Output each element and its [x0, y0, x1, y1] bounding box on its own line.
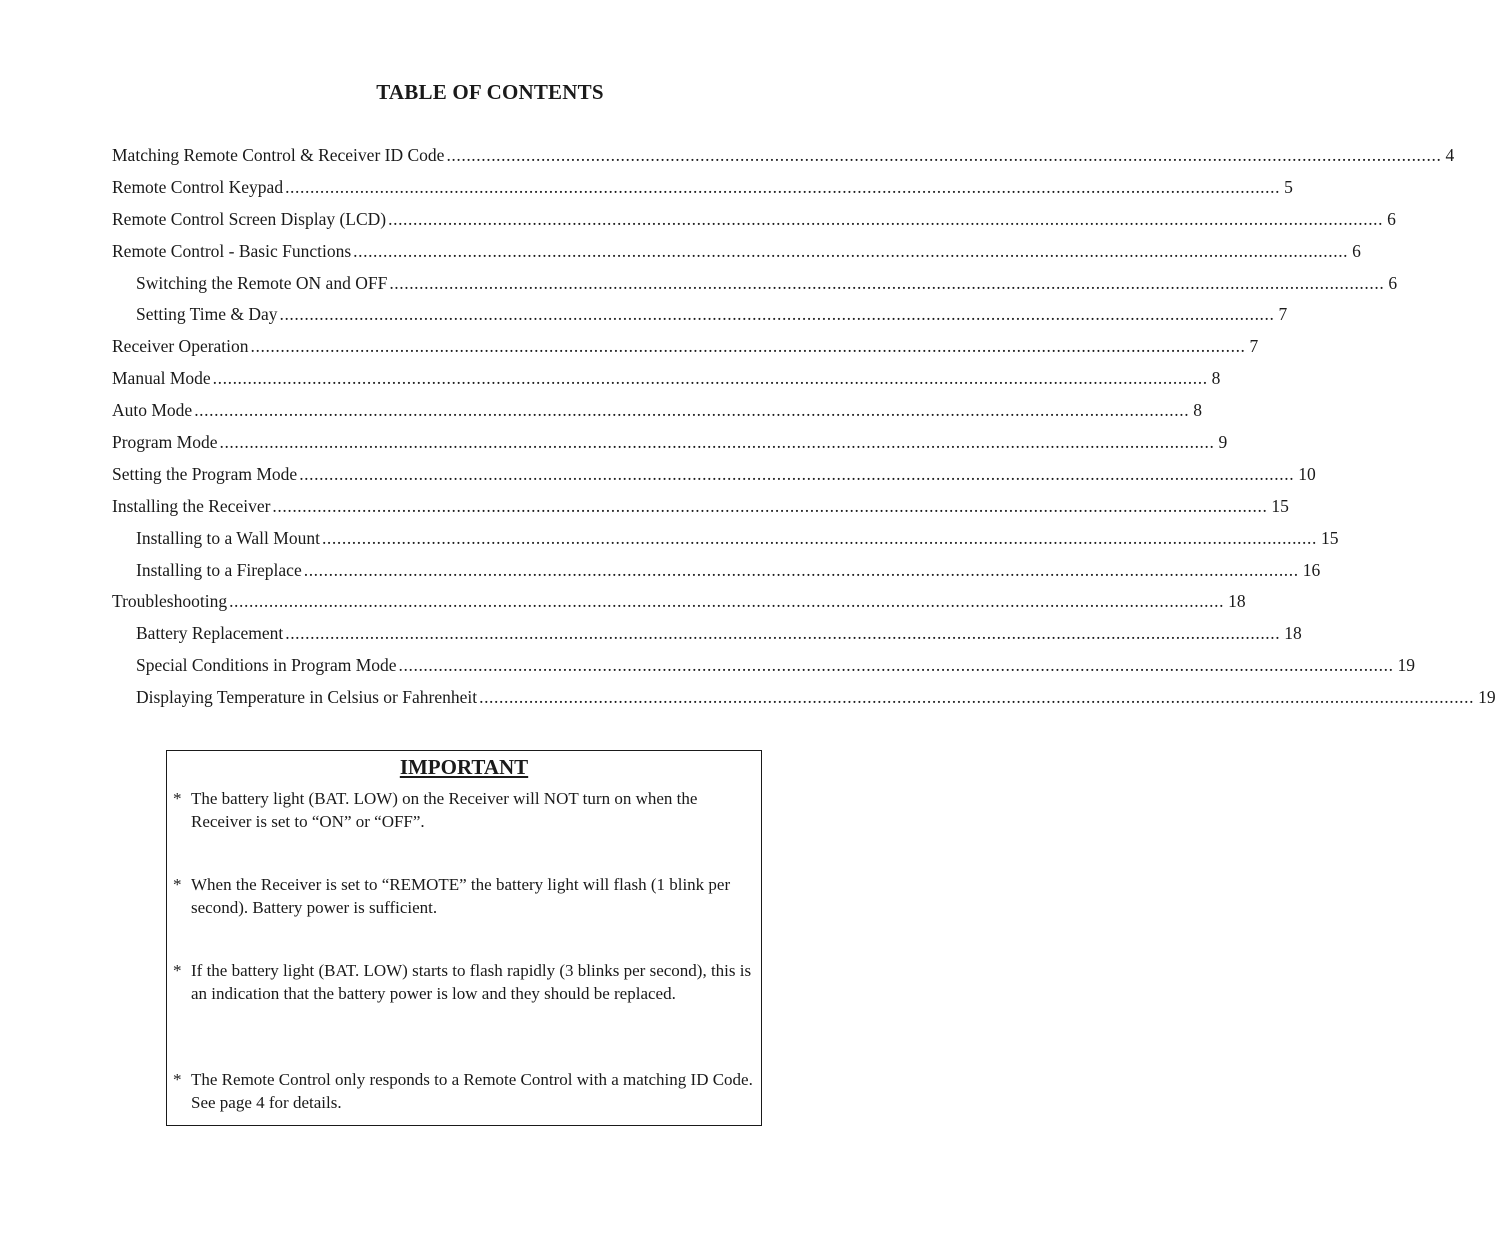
toc-entry-label: Troubleshooting	[112, 591, 228, 612]
toc-subentry[interactable]	[112, 523, 1339, 555]
toc-entry-label: Installing the Receiver	[112, 495, 271, 516]
toc-entry-page: 6	[1352, 240, 1361, 261]
toc-leader-dots: ........................................................................................................................................................................................................	[303, 559, 1299, 580]
bullet-asterisk: *	[173, 1070, 182, 1089]
toc-leader-dots: ........................................................................................................................................................................................................	[194, 400, 1190, 421]
toc-entry-page: 8	[1193, 400, 1202, 421]
toc-entry[interactable]	[112, 363, 1221, 395]
toc-entry[interactable]	[112, 331, 1259, 363]
toc-leader-dots: ........................................................................................................................................................................................................	[212, 368, 1208, 389]
toc-entry[interactable]	[112, 491, 1289, 523]
toc-leader-dots: ........................................................................................................................................................................................................	[446, 145, 1442, 165]
toc-entry-page: 6	[1387, 208, 1396, 229]
toc-entry-page: 15	[1271, 495, 1289, 516]
toc-entry-label: Remote Control Screen Display (LCD)	[112, 208, 387, 229]
toc-entry-label: Manual Mode	[112, 368, 211, 389]
bullet-asterisk: *	[173, 961, 182, 980]
toc-subentry[interactable]	[112, 555, 1321, 587]
toc-leader-dots: ........................................................................................................................................................................................................	[229, 591, 1225, 612]
toc-entry-page: 15	[1320, 527, 1339, 548]
toc-entry-label: Installing to a Wall Mount	[136, 527, 320, 548]
toc-entry-page: 18	[1228, 591, 1246, 612]
toc-entry[interactable]	[112, 459, 1316, 491]
toc-entry-label: Setting Time & Day	[136, 304, 278, 325]
toc-entry-page: 10	[1298, 463, 1316, 484]
toc-entry-label: Remote Control Keypad	[112, 176, 284, 197]
toc-leader-dots: ........................................................................................................................................................................................................	[389, 272, 1385, 293]
toc-entry[interactable]	[112, 427, 1228, 459]
important-note	[173, 873, 757, 919]
toc-entry[interactable]	[112, 395, 1202, 427]
toc-leader-dots: ........................................................................................................................................................................................................	[388, 208, 1384, 229]
toc-entry-label: Matching Remote Control & Receiver ID Code	[112, 145, 445, 165]
toc-subentry[interactable]	[112, 682, 1496, 714]
toc-leader-dots: ........................................................................................................................................................................................................	[353, 240, 1349, 261]
toc-list	[112, 140, 1496, 714]
toc-entry[interactable]	[112, 140, 1455, 172]
toc-leader-dots: ........................................................................................................................................................................................................	[272, 495, 1268, 516]
toc-entry-label: Special Conditions in Program Mode	[136, 655, 397, 676]
toc-leader-dots: ........................................................................................................................................................................................................	[479, 687, 1475, 708]
toc-entry-label: Program Mode	[112, 432, 218, 453]
toc-entry-page: 18	[1284, 623, 1302, 644]
toc-subentry[interactable]	[112, 618, 1302, 650]
important-note	[173, 787, 757, 833]
toc-entry-page: 4	[1445, 145, 1455, 165]
toc-entry[interactable]	[112, 586, 1246, 618]
toc-entry-label: Battery Replacement	[136, 623, 284, 644]
toc-entry-page: 16	[1302, 559, 1321, 580]
toc-entry-label: Setting the Program Mode	[112, 463, 298, 484]
bullet-asterisk: *	[173, 789, 182, 808]
toc-subentry[interactable]	[112, 650, 1416, 682]
toc-entry-label: Displaying Temperature in Celsius or Fahrenheit	[136, 687, 478, 708]
important-note	[173, 1068, 757, 1114]
important-notice-box	[166, 750, 762, 1126]
toc-entry-page: 5	[1284, 176, 1293, 197]
toc-entry-page: 7	[1249, 336, 1259, 357]
important-note	[173, 959, 757, 1005]
toc-entry-label: Remote Control - Basic Functions	[112, 240, 352, 261]
toc-entry-label: Switching the Remote ON and OFF	[136, 272, 388, 293]
toc-title: TABLE OF CONTENTS	[376, 80, 604, 104]
toc-leader-dots: ........................................................................................................................................................................................................	[321, 527, 1317, 548]
note-text: When the Receiver is set to “REMOTE” the battery light will flash (1 blink per second). Battery power is sufficient.	[191, 875, 731, 917]
toc-entry-label: Auto Mode	[112, 400, 193, 421]
bullet-asterisk: *	[173, 875, 182, 894]
toc-entry-page: 9	[1218, 432, 1228, 453]
note-text: If the battery light (BAT. LOW) starts to flash rapidly (3 blinks per second), this is an indication that the battery power is low and they should be replaced.	[191, 961, 752, 1003]
toc-entry-page: 8	[1211, 368, 1221, 389]
toc-entry-label: Receiver Operation	[112, 336, 249, 357]
toc-entry-page: 6	[1388, 272, 1398, 293]
toc-entry-page: 19	[1397, 655, 1416, 676]
toc-leader-dots: ........................................................................................................................................................................................................	[279, 304, 1275, 325]
note-text: The battery light (BAT. LOW) on the Receiver will NOT turn on when the Receiver is set to “ON” or “OFF”.	[191, 789, 698, 831]
toc-entry[interactable]	[112, 236, 1361, 268]
toc-entry-label: Installing to a Fireplace	[136, 559, 302, 580]
toc-leader-dots: ........................................................................................................................................................................................................	[299, 463, 1295, 484]
toc-leader-dots: ........................................................................................................................................................................................................	[219, 432, 1215, 453]
toc-subentry[interactable]	[112, 299, 1288, 331]
important-title: IMPORTANT	[399, 755, 529, 779]
toc-leader-dots: ........................................................................................................................................................................................................	[398, 655, 1394, 676]
toc-entry-page: 19	[1478, 687, 1496, 708]
note-text: The Remote Control only responds to a Remote Control with a matching ID Code. See page 4 for details.	[191, 1070, 753, 1112]
toc-leader-dots: ........................................................................................................................................................................................................	[285, 176, 1281, 197]
toc-entry-page: 7	[1278, 304, 1288, 325]
toc-entry[interactable]	[112, 172, 1293, 204]
toc-subentry[interactable]	[112, 268, 1398, 300]
toc-leader-dots: ........................................................................................................................................................................................................	[250, 336, 1246, 357]
toc-leader-dots: ........................................................................................................................................................................................................	[285, 623, 1281, 644]
toc-entry[interactable]	[112, 204, 1396, 236]
